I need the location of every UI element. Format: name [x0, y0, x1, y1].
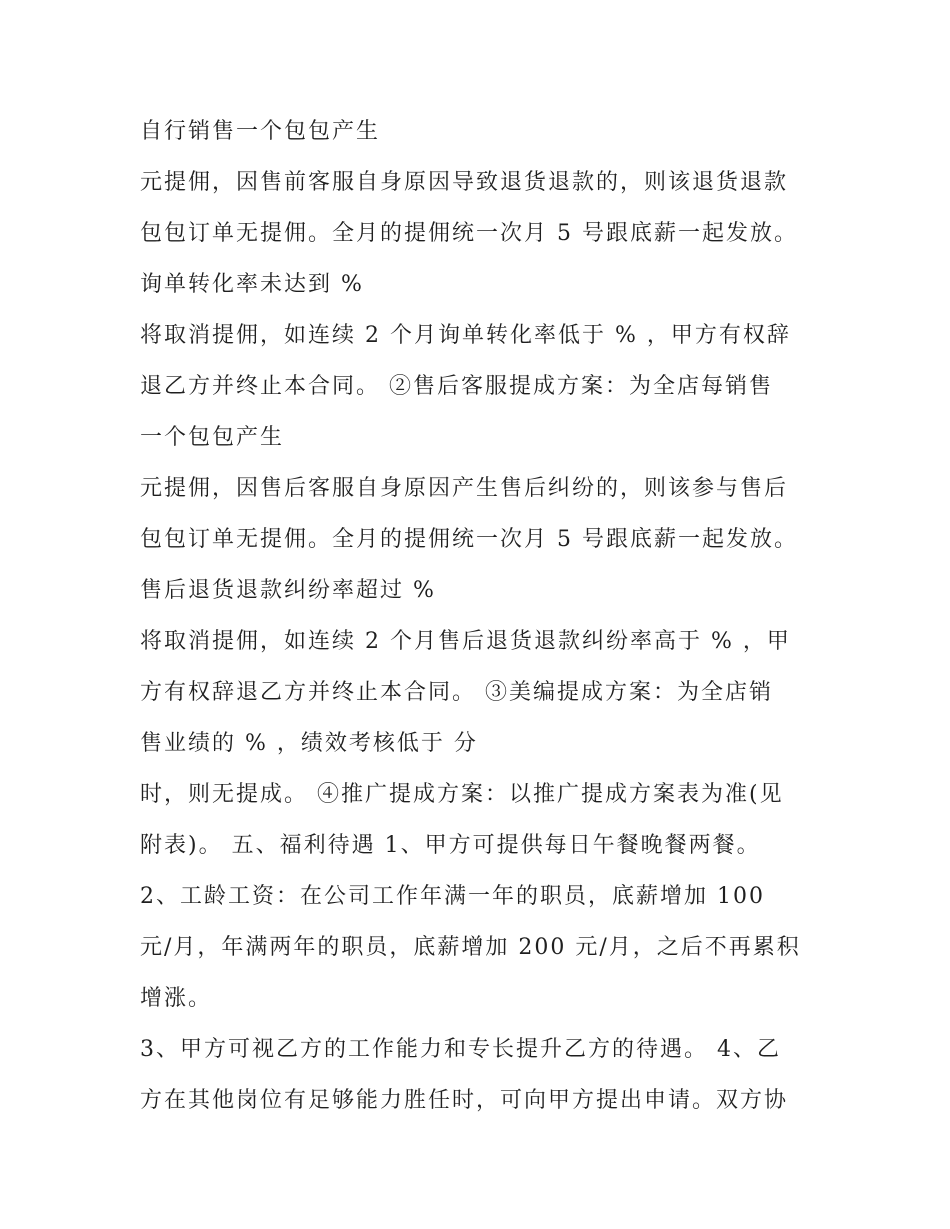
text-line: 将取消提佣，如连续 2 个月售后退货退款纠纷率高于 % ，甲: [140, 629, 791, 654]
text-line: 自行销售一个包包产生: [140, 119, 381, 144]
text-line: 时，则无提成。 ④推广提成方案：以推广提成方案表为准(见: [140, 782, 784, 807]
text-line: 退乙方并终止本合同。 ②售后客服提成方案：为全店每销售: [140, 374, 773, 399]
text-line: 元/月，年满两年的职员，底薪增加 200 元/月，之后不再累积: [140, 935, 801, 960]
text-line: 元提佣，因售后客服自身原因产生售后纠纷的，则该参与售后: [140, 476, 789, 501]
text-line: 包包订单无提佣。全月的提佣统一次月 5 号跟底薪一起发放。: [140, 527, 798, 552]
text-line: 增涨。: [140, 986, 213, 1011]
text-line: 将取消提佣，如连续 2 个月询单转化率低于 % ，甲方有权辞: [140, 323, 791, 348]
text-line: 一个包包产生: [140, 425, 285, 450]
text-line: 2、工龄工资：在公司工作年满一年的职员，底薪增加 100: [140, 884, 765, 909]
text-line: 包包订单无提佣。全月的提佣统一次月 5 号跟底薪一起发放。: [140, 221, 798, 246]
text-line: 元提佣，因售前客服自身原因导致退货退款的，则该退货退款: [140, 170, 789, 195]
text-line: 询单转化率未达到 %: [140, 272, 364, 297]
text-line: 方有权辞退乙方并终止本合同。 ③美编提成方案：为全店销: [140, 680, 773, 705]
text-line: 售后退货退款纠纷率超过 %: [140, 578, 436, 603]
text-line: 方在其他岗位有足够能力胜任时，可向甲方提出申请。双方协: [140, 1088, 789, 1113]
text-line: 售业绩的 % ，绩效考核低于 分: [140, 731, 478, 756]
text-line: 附表)。 五、福利待遇 1、甲方可提供每日午餐晚餐两餐。: [140, 833, 761, 858]
text-line: 3、甲方可视乙方的工作能力和专长提升乙方的待遇。 4、乙: [140, 1037, 781, 1062]
document-body: [140, 106, 830, 1126]
